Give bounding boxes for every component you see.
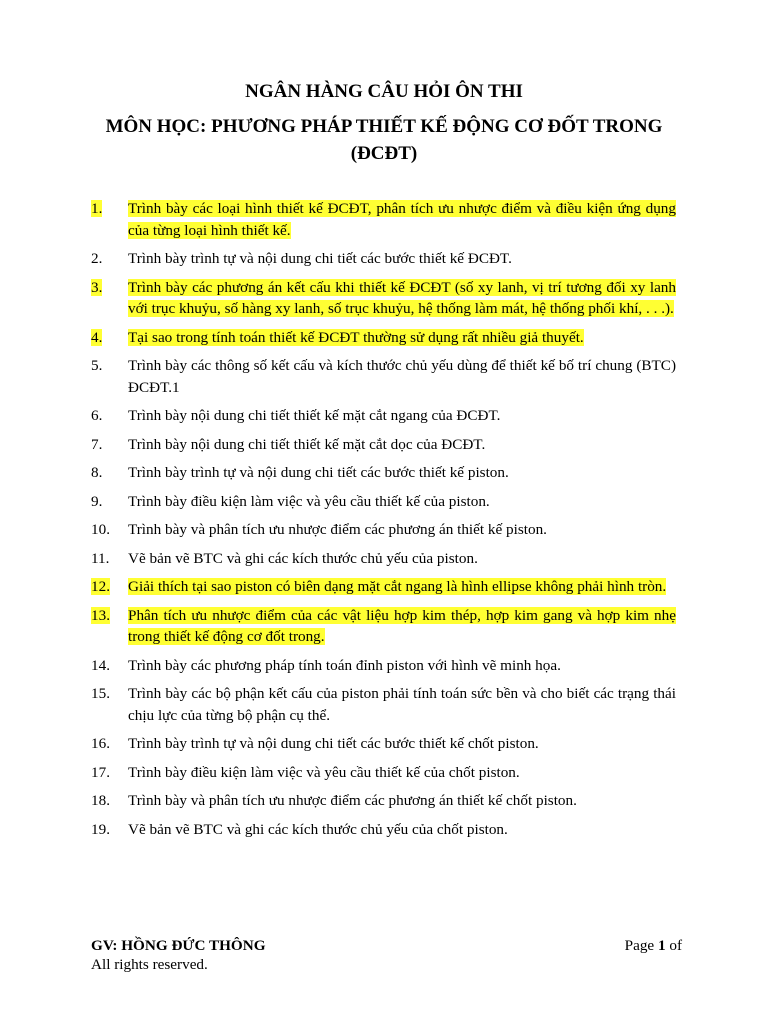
question-number <box>91 576 128 598</box>
footer-row <box>91 936 682 955</box>
question-text <box>128 790 676 812</box>
question-number-text: 12. <box>91 578 110 595</box>
question-number <box>91 248 128 270</box>
question-number <box>91 762 128 784</box>
question-text-content: Trình bày trình tự và nội dung chi tiết các bước thiết kế ĐCĐT. <box>128 250 512 267</box>
question-text <box>128 405 676 427</box>
question-text <box>128 462 676 484</box>
question-text <box>128 762 676 784</box>
question-text-content: Trình bày các phương pháp tính toán đỉnh piston với hình vẽ minh họa. <box>128 656 561 674</box>
question-number-text: 7. <box>91 435 103 453</box>
question-number-text: 1. <box>91 200 103 217</box>
question-number <box>91 790 128 812</box>
question-text-content: Trình bày các loại hình thiết kế ĐCĐT, phân tích ưu nhược điểm và điều kiện ứng dụng của từng loại hình thiết kế. <box>128 200 676 239</box>
question-text-content: Phân tích ưu nhược điểm của các vật liệu hợp kim thép, hợp kim gang và hợp kim nhẹ trong thiết kế động cơ đốt trong. <box>128 606 676 645</box>
question-text-content: Vẽ bản vẽ BTC và ghi các kích thước chủ yếu của chốt piston. <box>128 820 508 838</box>
question-number <box>91 405 128 427</box>
page-label: Page <box>624 937 658 954</box>
question-number-text: 5. <box>91 357 103 374</box>
question-number-text: 10. <box>91 521 110 538</box>
question-number <box>91 491 128 513</box>
footer-author: GV: HỒNG ĐỨC THÔNG <box>91 937 266 954</box>
question-item <box>91 491 676 513</box>
footer-page-info <box>625 936 682 955</box>
question-text <box>128 683 676 726</box>
question-item <box>91 198 676 241</box>
page-footer <box>91 936 682 974</box>
question-number <box>91 355 128 398</box>
question-list <box>91 198 676 847</box>
document-title <box>80 78 688 167</box>
question-text-content: Trình bày nội dung chi tiết thiết kế mặt cắt ngang của ĐCĐT. <box>128 407 501 424</box>
question-item <box>91 355 676 398</box>
question-text-content: Trình bày điều kiện làm việc và yêu cầu thiết kế của chốt piston. <box>128 763 520 781</box>
question-text <box>128 733 676 755</box>
question-text <box>128 198 676 241</box>
question-item <box>91 819 676 841</box>
question-number-text: 15. <box>91 685 110 702</box>
question-item <box>91 434 676 456</box>
question-text-content: Tại sao trong tính toán thiết kế ĐCĐT thường sử dụng rất nhiều giả thuyết. <box>128 328 584 346</box>
question-text <box>128 548 676 570</box>
question-item <box>91 762 676 784</box>
question-text <box>128 819 676 841</box>
page-suffix: of <box>665 937 682 954</box>
question-item <box>91 277 676 320</box>
question-item <box>91 655 676 677</box>
question-number <box>91 819 128 841</box>
question-item <box>91 405 676 427</box>
question-text-content: Trình bày trình tự và nội dung chi tiết các bước thiết kế piston. <box>128 464 509 481</box>
question-text-content: Trình bày và phân tích ưu nhược điểm các phương án thiết kế chốt piston. <box>128 792 577 809</box>
question-number-text: 2. <box>91 250 103 267</box>
question-text <box>128 491 676 513</box>
page-number: 1 <box>657 937 666 954</box>
title-line-2: MÔN HỌC: PHƯƠNG PHÁP THIẾT KẾ ĐỘNG CƠ ĐỐT TRONG (ĐCĐT) <box>105 116 663 164</box>
question-text-content: Vẽ bản vẽ BTC và ghi các kích thước chủ yếu của piston. <box>128 549 478 567</box>
question-text <box>128 248 676 270</box>
question-text-content: Trình bày và phân tích ưu nhược điểm các phương án thiết kế piston. <box>128 521 547 538</box>
question-text-content: Trình bày các phương án kết cấu khi thiết kế ĐCĐT (số xy lanh, vị trí tương đối xy lanh với trục khuỷu, số hàng xy lanh, số trục khuỷu, hệ thống làm mát, hệ thống phối khí, . . .). <box>128 278 676 317</box>
question-number <box>91 327 128 349</box>
question-number-text: 6. <box>91 407 103 424</box>
question-text <box>128 605 676 648</box>
question-text <box>128 434 676 456</box>
question-number-text: 16. <box>91 735 110 752</box>
question-item <box>91 790 676 812</box>
question-item <box>91 683 676 726</box>
question-number-text: 19. <box>91 820 110 838</box>
question-text <box>128 576 676 598</box>
question-text <box>128 355 676 398</box>
question-number <box>91 733 128 755</box>
question-text <box>128 519 676 541</box>
question-item <box>91 548 676 570</box>
question-text-content: Trình bày các bộ phận kết cấu của piston phải tính toán sức bền và cho biết các trạng thái chịu lực của từng bộ phận cụ thể. <box>128 685 676 724</box>
question-number-text: 11. <box>91 549 110 567</box>
question-number <box>91 683 128 726</box>
question-item <box>91 327 676 349</box>
question-text-content: Trình bày nội dung chi tiết thiết kế mặt cắt dọc của ĐCĐT. <box>128 435 486 453</box>
question-text <box>128 277 676 320</box>
question-number-text: 14. <box>91 656 110 674</box>
question-item <box>91 248 676 270</box>
question-text-content: Trình bày trình tự và nội dung chi tiết các bước thiết kế chốt piston. <box>128 735 539 752</box>
question-number-text: 9. <box>91 492 103 510</box>
question-number-text: 13. <box>91 606 110 624</box>
question-number-text: 8. <box>91 464 103 481</box>
question-number-text: 18. <box>91 792 110 809</box>
question-number <box>91 655 128 677</box>
question-item <box>91 605 676 648</box>
question-number <box>91 277 128 320</box>
question-number-text: 17. <box>91 763 110 781</box>
question-number <box>91 462 128 484</box>
question-number <box>91 434 128 456</box>
title-line-1: NGÂN HÀNG CÂU HỎI ÔN THI <box>245 81 523 102</box>
question-number <box>91 605 128 648</box>
question-text-content: Giải thích tại sao piston có biên dạng mặt cắt ngang là hình ellipse không phải hình tròn. <box>128 578 667 595</box>
question-item <box>91 519 676 541</box>
question-text-content: Trình bày các thông số kết cấu và kích thước chủ yếu dùng để thiết kế bố trí chung (BTC) ĐCĐT.1 <box>128 357 676 396</box>
question-number <box>91 548 128 570</box>
question-item <box>91 733 676 755</box>
footer-rights: All rights reserved. <box>91 956 208 973</box>
question-item <box>91 576 676 598</box>
question-number <box>91 519 128 541</box>
question-number <box>91 198 128 241</box>
question-text-content: Trình bày điều kiện làm việc và yêu cầu thiết kế của piston. <box>128 492 490 510</box>
question-item <box>91 462 676 484</box>
question-number-text: 3. <box>91 278 103 296</box>
question-text <box>128 327 676 349</box>
question-number-text: 4. <box>91 328 103 346</box>
question-text <box>128 655 676 677</box>
